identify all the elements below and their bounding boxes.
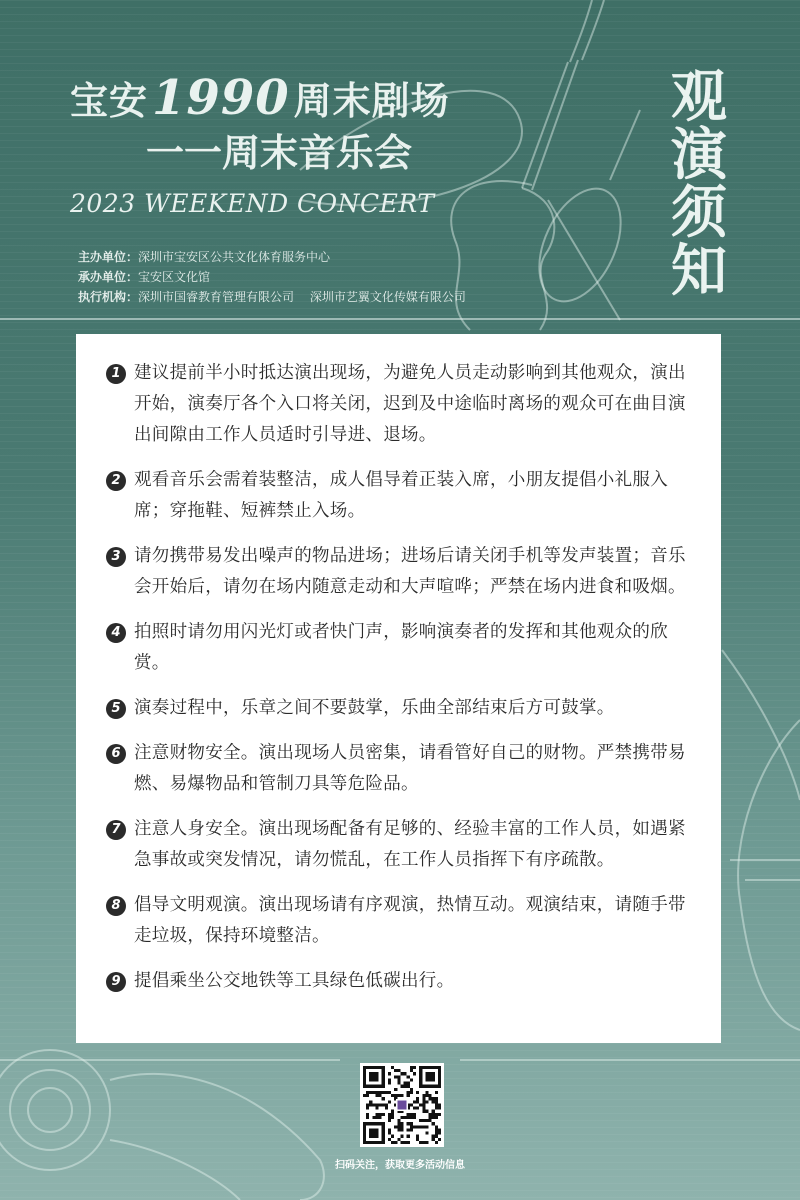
qr-caption: 扫码关注，获取更多活动信息 <box>335 1160 465 1171</box>
organizer-row <box>78 247 466 267</box>
notice-text: 建议提前半小时抵达演出现场，为避免人员走动影响到其他观众，演出开始，演奏厅各个入口将关闭，迟到及中途临时离场的观众可在曲目演出间隙由工作人员适时引导进、退场。 <box>134 363 686 445</box>
divider <box>0 318 800 320</box>
title-prefix: 宝安 <box>70 79 149 123</box>
notice-number: 1 <box>106 364 126 384</box>
vertical-char: 知 <box>671 238 727 304</box>
notice-number: 5 <box>106 699 126 719</box>
organizer-value: 深圳市国睿教育管理有限公司 深圳市艺翼文化传媒有限公司 <box>138 290 466 304</box>
english-title: 2023 WEEKEND CONCERT <box>70 189 435 218</box>
organizer-row <box>78 287 466 307</box>
vertical-title <box>664 64 734 304</box>
notice-text: 演奏过程中，乐章之间不要鼓掌，乐曲全部结束后方可鼓掌。 <box>134 698 615 718</box>
notice-item <box>106 617 699 679</box>
organizer-label: 承办单位： <box>78 270 139 284</box>
notice-text: 注意人身安全。演出现场配备有足够的、经验丰富的工作人员，如遇紧急事故或突发情况，请勿慌乱，在工作人员指挥下有序疏散。 <box>134 819 686 870</box>
notice-item <box>106 465 699 527</box>
notice-number: 4 <box>106 623 126 643</box>
qr-code[interactable] <box>360 1063 444 1147</box>
notice-text: 观看音乐会需着装整洁，成人倡导着正装入席，小朋友提倡小礼服入席；穿拖鞋、短裤禁止入场。 <box>134 470 668 521</box>
organizer-list <box>78 247 466 307</box>
notice-item <box>106 966 699 997</box>
notice-item <box>106 738 699 800</box>
vertical-char: 须 <box>671 180 727 246</box>
title-suffix: 周末剧场 <box>293 79 450 123</box>
notice-text: 请勿携带易发出噪声的物品进场；进场后请关闭手机等发声装置；音乐会开始后，请勿在场内随意走动和大声喧哗；严禁在场内进食和吸烟。 <box>134 546 686 597</box>
notice-item <box>106 358 699 451</box>
organizer-row <box>78 267 466 287</box>
organizer-value: 宝安区文化馆 <box>138 270 211 284</box>
notice-number: 7 <box>106 820 126 840</box>
notice-text: 拍照时请勿用闪光灯或者快门声，影响演奏者的发挥和其他观众的欣赏。 <box>134 622 668 673</box>
notice-number: 9 <box>106 972 126 992</box>
subtitle: 一一周末音乐会 <box>146 131 413 175</box>
organizer-value: 深圳市宝安区公共文化体育服务中心 <box>138 250 331 264</box>
notice-item <box>106 693 699 724</box>
notice-text: 注意财物安全。演出现场人员密集，请看管好自己的财物。严禁携带易燃、易爆物品和管制刀具等危险品。 <box>134 743 686 794</box>
organizer-label: 执行机构： <box>78 290 139 304</box>
organizer-label: 主办单位： <box>78 250 139 264</box>
notice-number: 3 <box>106 547 126 567</box>
notice-card <box>76 334 721 1043</box>
title-year: 1990 <box>152 70 290 126</box>
qr-code-icon <box>363 1066 441 1144</box>
notice-number: 2 <box>106 471 126 491</box>
notice-item <box>106 890 699 952</box>
notice-text: 提倡乘坐公交地铁等工具绿色低碳出行。 <box>134 971 455 991</box>
notice-number: 6 <box>106 744 126 764</box>
notice-number: 8 <box>106 896 126 916</box>
main-title <box>70 70 450 126</box>
vertical-char: 演 <box>671 122 727 188</box>
notice-text: 倡导文明观演。演出现场请有序观演，热情互动。观演结束，请随手带走垃圾，保持环境整洁。 <box>134 895 686 946</box>
notice-item <box>106 541 699 603</box>
concert-title <box>70 70 450 218</box>
notice-item <box>106 814 699 876</box>
vertical-char: 观 <box>671 64 727 130</box>
